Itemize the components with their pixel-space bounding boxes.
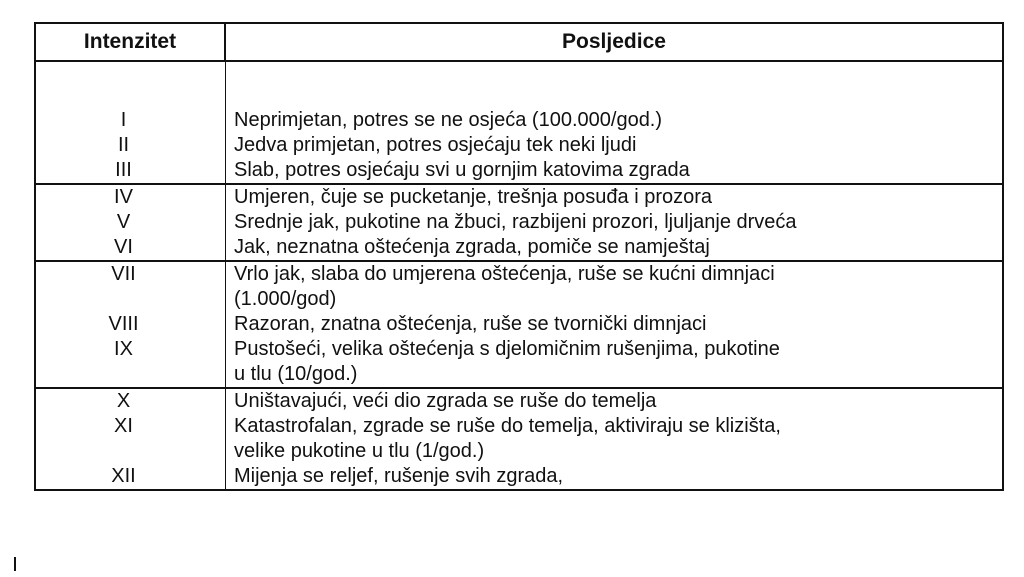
table-row xyxy=(36,464,1002,489)
table-row xyxy=(36,133,1002,158)
table-row xyxy=(36,312,1002,337)
table-row xyxy=(36,337,1002,387)
table-group xyxy=(36,108,1002,183)
intensity-value: XI xyxy=(36,414,226,464)
table-row xyxy=(36,389,1002,414)
table-spacer xyxy=(36,62,1002,108)
consequence-text: Razoran, znatna oštećenja, ruše se tvornički dimnjaci xyxy=(234,313,707,335)
consequence-text: Pustošeći, velika oštećenja s djelomičnim rušenjima, pukotine u tlu (10/god.) xyxy=(234,338,780,385)
table-row xyxy=(36,108,1002,133)
table-group xyxy=(36,387,1002,489)
intensity-value: X xyxy=(36,389,226,414)
intensity-value: VII xyxy=(36,262,226,312)
consequence-text: Srednje jak, pukotine na žbuci, razbijeni prozori, ljuljanje drveća xyxy=(234,211,797,233)
table-row xyxy=(36,210,1002,235)
table-row xyxy=(36,158,1002,183)
consequence-text: Umjeren, čuje se pucketanje, trešnja posuđa i prozora xyxy=(234,186,713,208)
consequence-text: Neprimjetan, potres se ne osjeća (100.000/god.) xyxy=(234,109,663,131)
table-row xyxy=(36,235,1002,260)
intensity-value: IV xyxy=(36,185,226,210)
intensity-table xyxy=(34,22,1004,491)
table-header xyxy=(36,24,1002,62)
table-row xyxy=(36,414,1002,464)
consequence-text: Jak, neznatna oštećenja zgrada, pomiče se namještaj xyxy=(234,236,710,258)
header-intenzitet: Intenzitet xyxy=(36,24,226,60)
intensity-value: III xyxy=(36,158,226,183)
margin-mark xyxy=(14,557,16,571)
intensity-value: I xyxy=(36,108,226,133)
table-group xyxy=(36,260,1002,387)
consequence-text: Slab, potres osjećaju svi u gornjim katovima zgrada xyxy=(234,159,690,181)
intensity-value: II xyxy=(36,133,226,158)
consequence-text: Mijenja se reljef, rušenje svih zgrada, xyxy=(234,465,564,487)
intensity-value: XII xyxy=(36,464,226,489)
consequence-text: Jedva primjetan, potres osjećaju tek neki ljudi xyxy=(234,134,637,156)
header-posljedice: Posljedice xyxy=(562,30,666,53)
intensity-value: IX xyxy=(36,337,226,387)
intensity-value: VI xyxy=(36,235,226,260)
consequence-text: Vrlo jak, slaba do umjerena oštećenja, ruše se kućni dimnjaci (1.000/god) xyxy=(234,263,775,310)
consequence-text: Uništavajući, veći dio zgrada se ruše do temelja xyxy=(234,390,657,412)
intensity-value: V xyxy=(36,210,226,235)
table-row xyxy=(36,185,1002,210)
table-group xyxy=(36,183,1002,260)
intensity-value: VIII xyxy=(36,312,226,337)
table-row xyxy=(36,262,1002,312)
consequence-text: Katastrofalan, zgrade se ruše do temelja, aktiviraju se klizišta, velike pukotine u tlu (1/god.) xyxy=(234,415,781,462)
